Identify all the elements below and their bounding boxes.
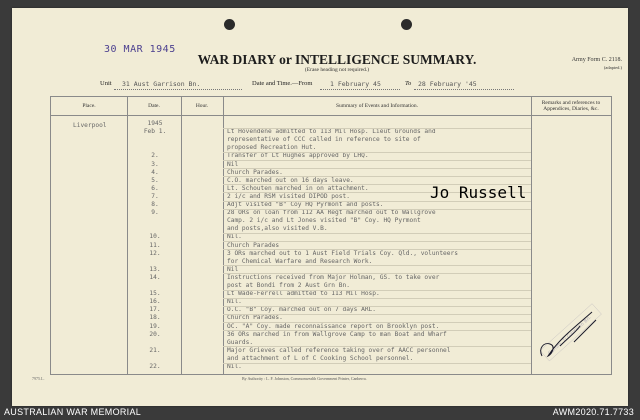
entry-date: 3. bbox=[151, 160, 159, 168]
entry-date: 12. bbox=[149, 249, 161, 257]
entry-text: 36 ORs marched in from Wallgrove Camp to man Boat and Wharf bbox=[227, 330, 447, 338]
entry-text: post at Bondi from 2 Aust Grn Bn. bbox=[227, 282, 350, 289]
signature-text: Jo Russell bbox=[430, 183, 527, 202]
col-header-place: Place. bbox=[82, 103, 96, 109]
entry-text: 28 ORs on loan from 112 AA Regt marched out to Wallgrove bbox=[227, 209, 436, 217]
entry-text: 3 ORs marched out to 1 Aust Field Trials Coy. Qld., volunteers bbox=[227, 249, 458, 257]
entry-text: Nil bbox=[227, 160, 239, 168]
entry-date: 16. bbox=[149, 298, 161, 306]
punch-hole bbox=[401, 19, 412, 30]
unit-value: 31 Aust Garrison Bn. bbox=[122, 80, 201, 88]
entry-text: 2 i/c and RSM visited DIPOD post. bbox=[227, 192, 350, 200]
entry-date: 15. bbox=[149, 290, 161, 298]
entry-text: Lt. Schouten marched in on attachment. bbox=[227, 184, 369, 192]
unit-line bbox=[100, 80, 520, 92]
col-header-hour: Hour. bbox=[195, 103, 209, 109]
diary-table bbox=[50, 96, 612, 375]
unit-label: Unit bbox=[100, 80, 112, 87]
entry-text: OC. "A" Coy. made reconnaissance report on Brooklyn post. bbox=[227, 322, 440, 330]
to-value: 28 February '45 bbox=[418, 80, 477, 88]
entry-date: 7. bbox=[151, 192, 159, 200]
entry-date: 21. bbox=[149, 346, 161, 354]
received-date-stamp: 30 MAR 1945 bbox=[104, 44, 176, 55]
entry-date: 19. bbox=[149, 322, 161, 330]
entry-text: Adjt visited "B" Coy HQ Pyrmont and posts. bbox=[227, 201, 384, 208]
entry-date: 11. bbox=[149, 241, 161, 249]
entry-date: 17. bbox=[149, 306, 161, 314]
entry-text: Nil bbox=[227, 265, 239, 273]
command-stamp-text: Comm. Ti Garrison Bn. bbox=[547, 314, 593, 357]
entry-text: Nil. bbox=[227, 233, 242, 241]
page-title: WAR DIARY or INTELLIGENCE SUMMARY. bbox=[197, 52, 477, 67]
entry-date: Feb 1. bbox=[143, 128, 167, 136]
entry-date: 2. bbox=[151, 152, 159, 160]
entry-date: 9. bbox=[151, 209, 159, 217]
entry-date: 6. bbox=[151, 184, 159, 192]
printer-line: By Authority : L. F. Johnston, Commonwealth Government Printer, Canberra. bbox=[242, 376, 367, 381]
entry-date: 18. bbox=[149, 314, 161, 322]
entry-date: 4. bbox=[151, 168, 159, 176]
entry-text: C.O. marched out on 16 days leave. bbox=[227, 176, 354, 184]
entry-text: representative of CCC called in reference to site of bbox=[227, 136, 421, 144]
from-value: 1 February 45 bbox=[330, 80, 381, 88]
entry-date: 5. bbox=[151, 176, 159, 184]
place-cell: Liverpool bbox=[73, 122, 107, 129]
entry-date: 20. bbox=[149, 330, 161, 338]
diary-page bbox=[12, 8, 628, 406]
form-print-code: 7975.L. bbox=[32, 376, 45, 381]
col-header-date: Date. bbox=[148, 103, 160, 109]
entry-text: proposed Recreation Hut. bbox=[227, 144, 317, 152]
entry-date: 10. bbox=[149, 233, 161, 241]
entry-text: O.C. "B" Coy. marched out on 7 days ARL. bbox=[227, 306, 377, 314]
entry-text: Lt Hovendene admitted to 113 Mil Hosp. Lieut Grounds and bbox=[227, 128, 436, 136]
entry-date: 22. bbox=[149, 363, 161, 370]
page-subtitle: (Erase heading not required.) bbox=[304, 67, 370, 73]
entry-text: for Chemical Warfare and Research Work. bbox=[227, 257, 373, 265]
form-number-text: Army Form C. 2118. bbox=[571, 57, 622, 63]
entry-text: Guards. bbox=[227, 338, 254, 346]
archive-reference: AWM2020.71.7733 bbox=[552, 407, 634, 417]
entry-text: and posts,also visited V.B. bbox=[227, 225, 328, 233]
entry-text: Major Grieves called reference taking over of AACC personnel bbox=[227, 346, 451, 354]
archive-caption: AUSTRALIAN WAR MEMORIAL bbox=[4, 407, 142, 417]
entry-date: 1945 bbox=[147, 120, 163, 127]
entry-date: 8. bbox=[151, 201, 159, 208]
entry-text: Camp. 2 i/c and Lt Jones visited "B" Coy. HQ Pyrmont bbox=[227, 217, 421, 225]
form-number bbox=[572, 56, 622, 72]
entry-text: Church Parades. bbox=[227, 168, 283, 176]
entry-text: and attachment of L of C Cooking School personnel. bbox=[227, 354, 414, 362]
entry-text: Church Parades bbox=[227, 241, 280, 249]
entry-text: Nil. bbox=[227, 363, 242, 370]
to-label: To bbox=[405, 80, 412, 87]
col-header-remarks: Remarks and references to Appendices, Diaries, &c. bbox=[541, 100, 601, 112]
punch-hole bbox=[224, 19, 235, 30]
entry-text: Lt Wade-Ferrell admitted to 113 Mil Hosp. bbox=[227, 290, 380, 298]
signature-stamp bbox=[430, 183, 610, 368]
entry-text: Transfer of Lt Hughes approved by LHQ. bbox=[227, 152, 369, 160]
datetime-label: Date and Time.—From bbox=[252, 80, 313, 87]
entry-text: Nil. bbox=[227, 298, 242, 306]
entry-text: Instructions received from Major Holman, GS. to take over bbox=[227, 273, 440, 281]
entry-date: 13. bbox=[149, 265, 161, 273]
entry-text: Church Parades. bbox=[227, 314, 283, 322]
entry-date: 14. bbox=[149, 273, 161, 281]
form-adapted-text: (adapted.) bbox=[603, 65, 622, 70]
col-header-summary: Summary of Events and Information. bbox=[335, 103, 419, 109]
